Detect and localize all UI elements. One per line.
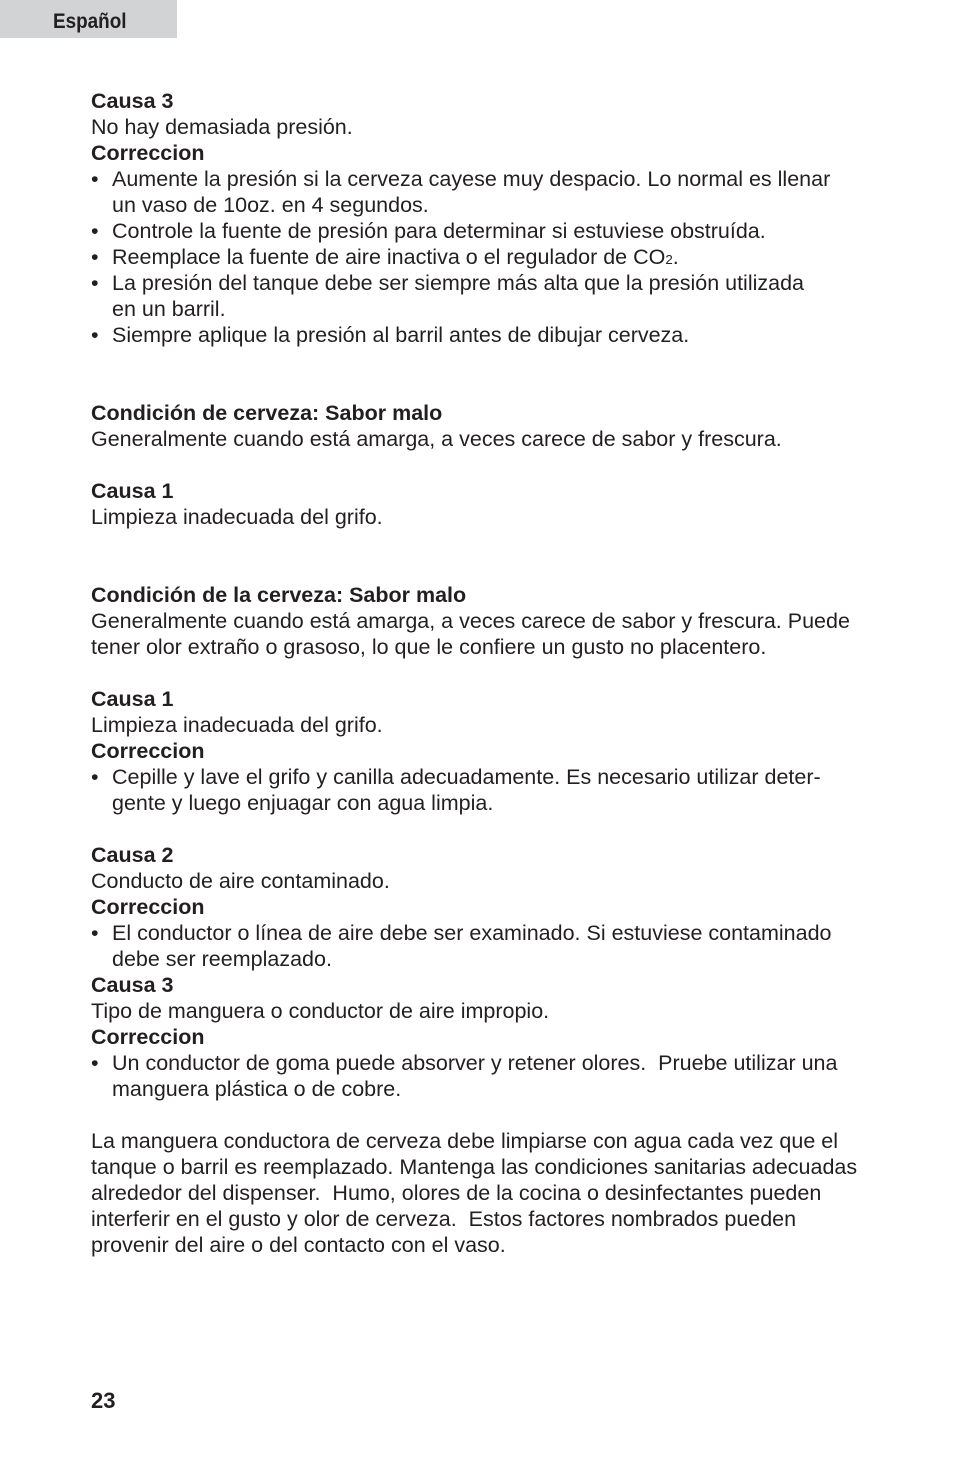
cause-heading: Causa 3 (91, 89, 174, 113)
bullet-item (91, 270, 911, 322)
bad-taste-section-2 (91, 582, 911, 1102)
bullet-item (91, 1050, 911, 1102)
paragraph-line: provenir del aire o del contacto con el vaso. (91, 1233, 506, 1257)
correction-heading: Correccion (91, 1025, 205, 1049)
paragraph-line: alrededor del dispenser. Humo, olores de la cocina o desinfectantes pueden (91, 1181, 822, 1205)
bullet-marker: • (91, 765, 99, 789)
correction-heading: Correccion (91, 895, 205, 919)
bullet-line: Controle la fuente de presión para determinar si estuviese obstruída. (112, 219, 766, 243)
bullet-text (112, 244, 679, 270)
cause-text: Tipo de manguera o conductor de aire impropio. (91, 999, 550, 1023)
cause-heading: Causa 1 (91, 687, 174, 711)
condition-text: Generalmente cuando está amarga, a veces carece de sabor y frescura. (91, 427, 782, 451)
bullet-line: en un barril. (112, 297, 226, 321)
condition-text-line: tener olor extraño o grasoso, lo que le confiere un gusto no placentero. (91, 635, 767, 659)
language-tab-label: Español (53, 10, 127, 33)
correction-heading: Correccion (91, 739, 205, 763)
language-tab (0, 0, 177, 38)
bullet-marker: • (91, 167, 99, 191)
bullet-line: un vaso de 10oz. en 4 segundos. (112, 193, 429, 217)
cause-block (91, 972, 911, 1102)
bullet-line: El conductor o línea de aire debe ser examinado. Si estuviese contaminado (112, 921, 832, 945)
bullet-item (91, 218, 911, 244)
paragraph-line: interferir en el gusto y olor de cerveza. Estos factores nombrados pueden (91, 1207, 797, 1231)
condition-heading: Condición de la cerveza: Sabor malo (91, 583, 467, 607)
bad-taste-section-1 (91, 400, 911, 530)
bullet-marker: • (91, 323, 99, 347)
bullet-marker: • (91, 1051, 99, 1075)
bullet-line-text: Reemplace la fuente de aire inactiva o el regulador de CO (112, 245, 666, 269)
bullet-marker: • (91, 219, 99, 243)
bullet-item (91, 322, 911, 348)
cause-heading: Causa 3 (91, 973, 174, 997)
condition-heading: Condición de cerveza: Sabor malo (91, 401, 443, 425)
condition-text-line: Generalmente cuando está amarga, a veces carece de sabor y frescura. Puede (91, 609, 850, 633)
paragraph-line: La manguera conductora de cerveza debe limpiarse con agua cada vez que el (91, 1129, 839, 1153)
cause-block (91, 842, 911, 972)
bullet-line: manguera plástica o de cobre. (112, 1077, 402, 1101)
paragraph-line: tanque o barril es reemplazado. Mantenga las condiciones sanitarias adecuadas (91, 1155, 858, 1179)
bullet-text (112, 218, 766, 244)
bullet-item (91, 920, 911, 972)
bullet-line: Siempre aplique la presión al barril antes de dibujar cerveza. (112, 323, 690, 347)
bullet-line (112, 244, 679, 270)
bullet-text (112, 270, 804, 322)
bullet-text (112, 166, 830, 218)
page-number: 23 (91, 1388, 116, 1413)
bullet-line: Cepille y lave el grifo y canilla adecuadamente. Es necesario utilizar deter- (112, 765, 821, 789)
co2-subscript: 2 (665, 252, 673, 267)
bullet-line: gente y luego enjuagar con agua limpia. (112, 791, 494, 815)
bullet-line: La presión del tanque debe ser siempre más alta que la presión utilizada (112, 271, 805, 295)
bullet-marker: • (91, 921, 99, 945)
cause-text: Limpieza inadecuada del grifo. (91, 713, 383, 737)
bullet-item (91, 764, 911, 816)
bullet-line: debe ser reemplazado. (112, 947, 332, 971)
correction-heading: Correccion (91, 141, 205, 165)
bullet-item (91, 244, 911, 270)
closing-paragraph (91, 1128, 911, 1258)
bullet-line-suffix: . (672, 245, 679, 269)
cause-block (91, 478, 911, 530)
cause-block (91, 686, 911, 816)
low-pressure-section (91, 88, 911, 348)
bullet-text (112, 764, 821, 816)
bullet-line: Aumente la presión si la cerveza cayese muy despacio. Lo normal es llenar (112, 167, 831, 191)
bullet-marker: • (91, 245, 99, 269)
cause-heading: Causa 1 (91, 479, 174, 503)
cause-text: Conducto de aire contaminado. (91, 869, 390, 893)
bullet-marker: • (91, 271, 99, 295)
cause-heading: Causa 2 (91, 843, 174, 867)
bullet-text (112, 1050, 837, 1102)
page-content (91, 88, 911, 1258)
bullet-line: Un conductor de goma puede absorver y retener olores. Pruebe utilizar una (112, 1051, 838, 1075)
bullet-item (91, 166, 911, 218)
cause-text: Limpieza inadecuada del grifo. (91, 505, 383, 529)
bullet-text (112, 920, 832, 972)
cause-text: No hay demasiada presión. (91, 115, 353, 139)
bullet-text (112, 322, 689, 348)
